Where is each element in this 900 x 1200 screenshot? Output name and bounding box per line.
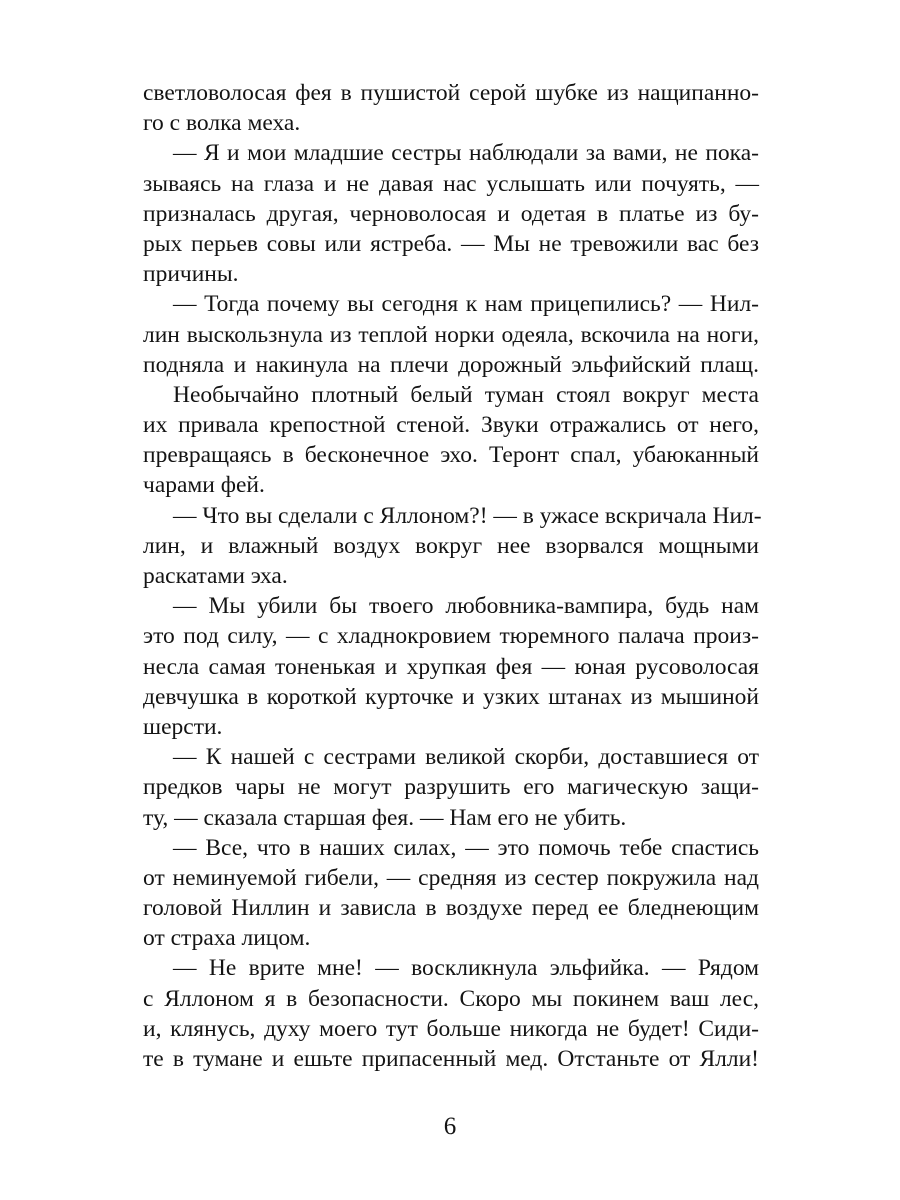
text-line: — Не врите мне! — воскликнула эльфийка. — Рядом [173, 955, 759, 982]
text-line: чарами фей. [143, 472, 265, 499]
text-line: — Все, что в наших силах, — это помочь тебе спастись [173, 834, 759, 861]
text-line: те в тумане и ешьте припасенный мед. Отстаньте от Ялли! [143, 1046, 759, 1072]
text-line: с Яллоном я в безопасности. Скоро мы покинем ваш лес, [143, 985, 759, 1012]
text-line: подняла и накинула на плечи дорожный эльфийский плащ. [143, 351, 759, 378]
text-line: рых перьев совы или ястреба. — Мы не тревожили вас без [143, 230, 759, 257]
text-line: это под силу, — с хладнокровием тюремного палача произ- [143, 623, 759, 650]
text-line: предков чары не могут разрушить его магическую защи- [143, 774, 759, 801]
text-line: лин, и влажный воздух вокруг нее взорвался мощными [143, 532, 759, 559]
text-line: и, клянусь, духу моего тут больше никогда не будет! Сиди- [143, 1015, 759, 1042]
text-line: от неминуемой гибели, — средняя из сестер покружила над [143, 864, 759, 891]
text-line: головой Ниллин и зависла в воздухе перед ее бледнеющим [143, 895, 759, 922]
text-line: их привала крепостной стеной. Звуки отражались от него, [143, 412, 759, 439]
text-line: несла самая тоненькая и хрупкая фея — юная русоволосая [143, 653, 759, 680]
text-line: — Что вы сделали с Яллоном?! — в ужасе вскричала Нил- [173, 502, 762, 529]
text-line: Необычайно плотный белый туман стоял вокруг места [173, 381, 759, 408]
text-line: девчушка в короткой курточке и узких штанах из мышиной [143, 683, 759, 710]
text-line: причины. [143, 261, 239, 288]
text-line: превращаясь в бесконечное эхо. Теронт спал, убаюканный [143, 442, 759, 469]
text-line: го с волка меха. [143, 110, 301, 137]
text-line: — К нашей с сестрами великой скорби, доставшиеся от [173, 744, 759, 771]
text-line: шерсти. [143, 713, 223, 740]
text-line: лин выскользнула из теплой норки одеяла, вскочила на ноги, [143, 321, 759, 348]
page-number: 6 [443, 1113, 457, 1140]
text-line: — Тогда почему вы сегодня к нам прицепились? — Нил- [173, 291, 759, 318]
text-line: — Мы убили бы твоего любовника-вампира, будь нам [173, 593, 759, 620]
text-line: — Я и мои младшие сестры наблюдали за вами, не пока- [173, 140, 759, 167]
text-line: от страха лицом. [143, 925, 311, 952]
text-line: раскатами эха. [143, 563, 288, 589]
text-line: светловолосая фея в пушистой серой шубке из нащипанно- [143, 80, 759, 106]
page-body [143, 78, 762, 1074]
text-line: призналась другая, черноволосая и одетая в платье из бу- [143, 200, 759, 227]
text-line: зываясь на глаза и не давая нас услышать или почуять, — [143, 170, 759, 197]
text-line: ту, — сказала старшая фея. — Нам его не убить. [143, 804, 627, 831]
